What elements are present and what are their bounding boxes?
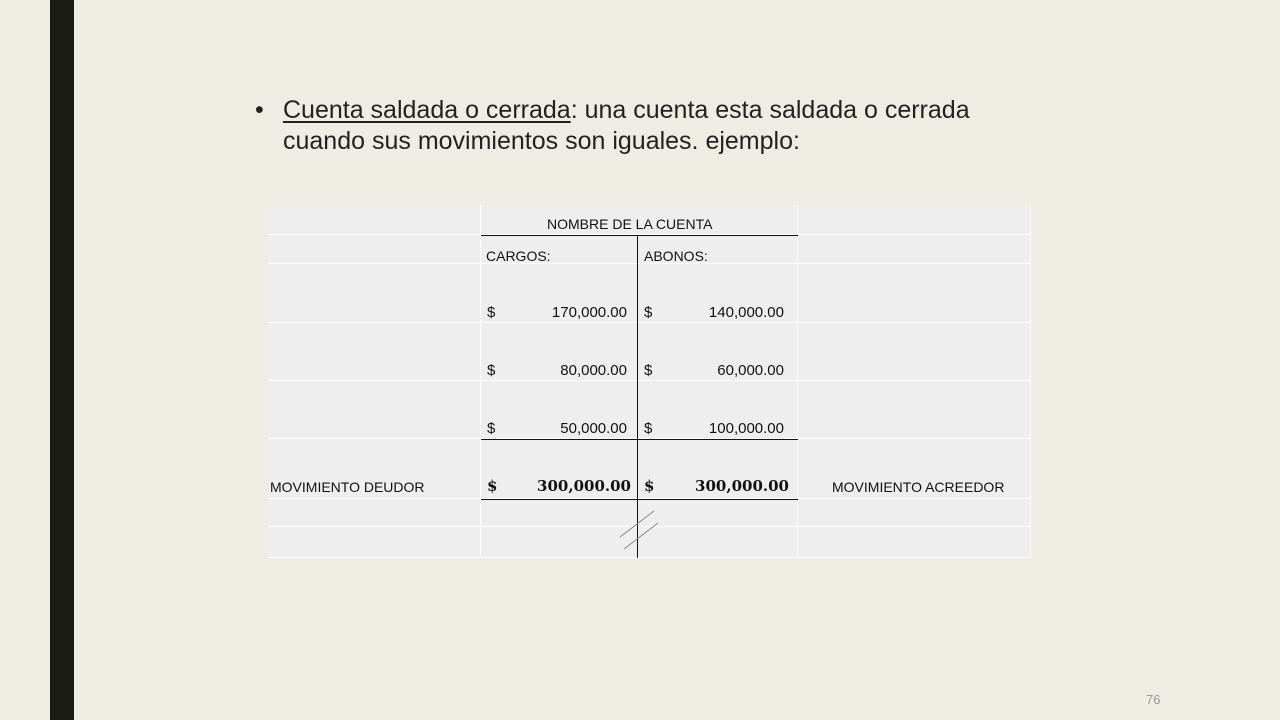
- table-cell: [481, 499, 638, 527]
- currency-symbol: $: [487, 304, 496, 321]
- currency-symbol: $: [644, 304, 653, 321]
- movimiento-acreedor-label: MOVIMIENTO ACREEDOR: [832, 479, 1005, 495]
- table-cell: [798, 205, 1031, 235]
- account-title: NOMBRE DE LA CUENTA: [547, 216, 713, 232]
- bullet-symbol: •: [255, 96, 264, 124]
- closed-account-mark-icon: [616, 507, 662, 553]
- table-cell: [798, 499, 1031, 527]
- table-cell: [268, 527, 481, 558]
- left-accent-bar: [50, 0, 74, 720]
- page-number: 76: [1146, 692, 1161, 707]
- table-cell: [268, 499, 481, 527]
- currency-symbol: $: [487, 477, 498, 495]
- total-cargos: 300,000.00: [537, 477, 631, 495]
- currency-symbol: $: [644, 477, 655, 495]
- t-account-table: [268, 205, 1031, 558]
- definition-text: : una cuenta esta saldada o cerrada cuando sus movimientos son iguales. ejemplo:: [283, 96, 970, 155]
- table-cell: [638, 527, 798, 558]
- abono-amount: 140,000.00: [708, 304, 784, 321]
- definition-term: Cuenta saldada o cerrada: [283, 96, 571, 124]
- total-separator-line: [481, 439, 798, 440]
- currency-symbol: $: [487, 362, 496, 379]
- t-account-top-line: [481, 235, 798, 236]
- cargo-amount: 50,000.00: [560, 420, 627, 437]
- table-cell: [798, 381, 1031, 439]
- table-cell: [268, 205, 481, 235]
- currency-symbol: $: [644, 420, 653, 437]
- table-cell: [268, 381, 481, 439]
- table-cell: [638, 499, 798, 527]
- table-cell: [798, 264, 1031, 323]
- table-cell: [268, 323, 481, 381]
- cargos-label: CARGOS:: [486, 248, 551, 264]
- movimiento-deudor-label: MOVIMIENTO DEUDOR: [270, 479, 425, 495]
- abonos-label: ABONOS:: [644, 248, 708, 264]
- table-cell: [798, 527, 1031, 558]
- table-cell: [268, 235, 481, 264]
- cargo-amount: 170,000.00: [551, 304, 627, 321]
- table-cell: [481, 527, 638, 558]
- table-cell: [798, 235, 1031, 264]
- bullet-text: [283, 95, 1043, 157]
- table-cell: [268, 264, 481, 323]
- currency-symbol: $: [487, 420, 496, 437]
- abono-amount: 100,000.00: [708, 420, 784, 437]
- cargo-amount: 80,000.00: [560, 362, 627, 379]
- currency-symbol: $: [644, 362, 653, 379]
- table-cell: [798, 323, 1031, 381]
- total-abonos: 300,000.00: [695, 477, 789, 495]
- total-underline: [481, 499, 798, 500]
- abono-amount: 60,000.00: [717, 362, 784, 379]
